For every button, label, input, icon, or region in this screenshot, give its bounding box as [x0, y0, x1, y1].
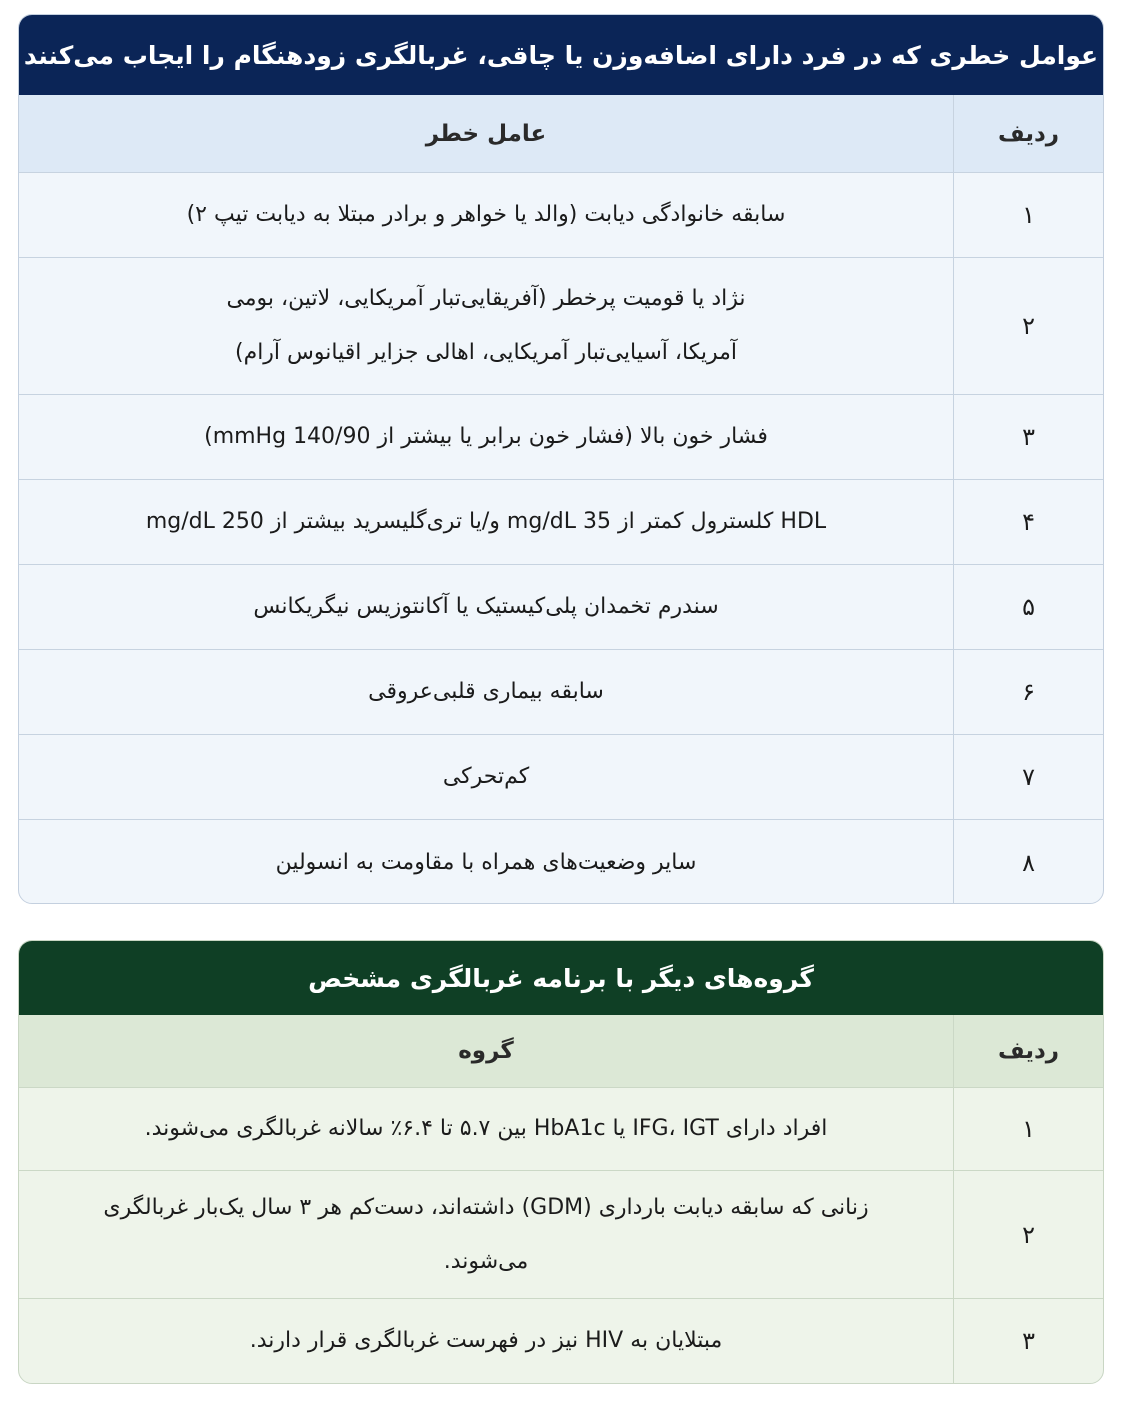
row-number: ۳: [953, 395, 1103, 479]
table-row: [19, 650, 1103, 735]
table-title: عوامل خطری که در فرد دارای اضافه‌وزن یا چاقی، غربالگری زودهنگام را ایجاب می‌کنند: [19, 15, 1103, 95]
row-number: ۲: [953, 258, 1103, 394]
table-row: [19, 565, 1103, 650]
risk-factor-text: سابقه خانوادگی دیابت (والد یا خواهر و برادر مبتلا به دیابت تیپ ۲): [186, 202, 786, 227]
column-header-number: ردیف: [953, 1015, 1103, 1087]
table-row: [19, 258, 1103, 395]
risk-factor-text: کم‌تحرکی: [442, 764, 530, 789]
table-header-row: [19, 1015, 1103, 1088]
table-row: [19, 1088, 1103, 1171]
row-number: ۱: [953, 1088, 1103, 1170]
risk-factor-text: سابقه بیماری قلبی‌عروقی: [368, 679, 604, 704]
risk-factor-text: سندرم تخمدان پلی‌کیستیک یا آکانتوزیس نیگریکانس: [253, 594, 719, 619]
screening-groups-table: [18, 940, 1104, 1384]
group-text: افراد دارای IFG، IGT یا HbA1c بین ۵.۷ تا ۶.۴٪ سالانه غربالگری می‌شوند.: [144, 1116, 828, 1141]
table-row: [19, 173, 1103, 258]
risk-factor-text: نژاد یا قومیت پرخطر (آفریقایی‌تبار آمریکایی، لاتین، بومی آمریکا، آسیایی‌تبار آمریکایی، اهالی جزایر اقیانوس آرام): [226, 286, 746, 365]
table-row: [19, 1171, 1103, 1299]
column-header-number: ردیف: [953, 95, 1103, 172]
row-number: ۲: [953, 1171, 1103, 1298]
group-text: زنانی که سابقه دیابت بارداری (GDM) داشته‌اند، دست‌کم هر ۳ سال یک‌بار غربالگری می‌شوند.: [103, 1194, 869, 1274]
row-number: ۵: [953, 565, 1103, 649]
table-header-row: [19, 95, 1103, 173]
risk-factor-text: HDL کلسترول کمتر از 35 mg/dL و/یا تری‌گلیسرید بیشتر از 250 mg/dL: [145, 509, 827, 534]
row-number: ۱: [953, 173, 1103, 257]
table-row: [19, 735, 1103, 820]
column-header-risk-factor: عامل خطر: [425, 120, 547, 147]
risk-factors-table: [18, 14, 1104, 904]
row-number: ۷: [953, 735, 1103, 819]
table-row: [19, 480, 1103, 565]
row-number: ۴: [953, 480, 1103, 564]
table-title: گروه‌های دیگر با برنامه غربالگری مشخص: [19, 941, 1103, 1015]
row-number: ۳: [953, 1299, 1103, 1383]
table-row: [19, 820, 1103, 904]
row-number: ۸: [953, 820, 1103, 904]
row-number: ۶: [953, 650, 1103, 734]
risk-factor-text: سایر وضعیت‌های همراه با مقاومت به انسولین: [275, 849, 697, 875]
table-row: [19, 395, 1103, 480]
table-row: [19, 1299, 1103, 1383]
group-text: مبتلایان به HIV نیز در فهرست غربالگری قرار دارند.: [249, 1328, 723, 1353]
risk-factor-text: فشار خون بالا (فشار خون برابر یا بیشتر از 140/90 mmHg): [204, 424, 768, 449]
column-header-group: گروه: [458, 1038, 514, 1064]
